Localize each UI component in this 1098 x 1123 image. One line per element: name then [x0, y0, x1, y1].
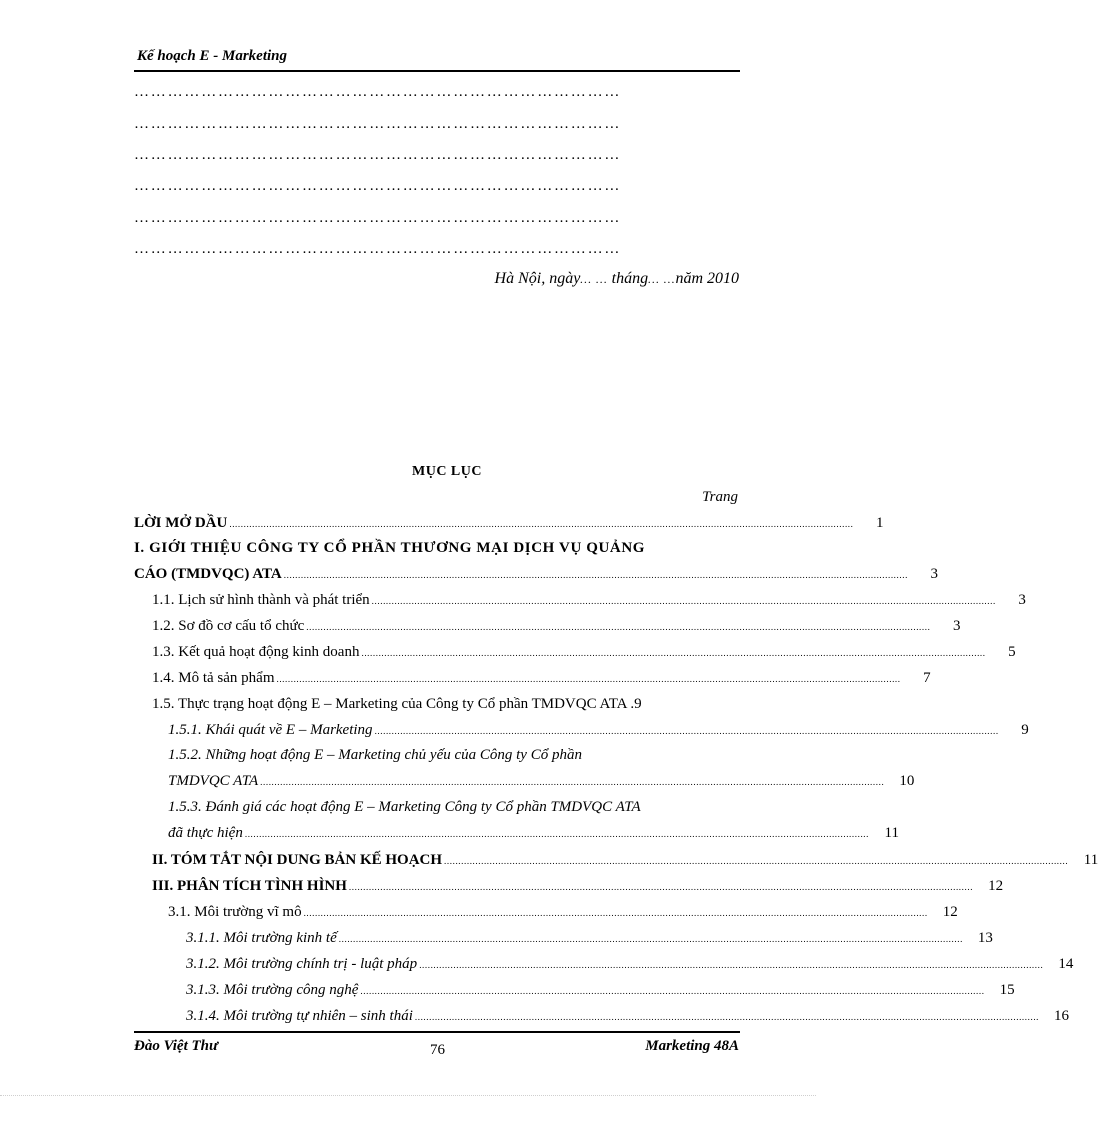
toc-entry-page: 9	[1021, 722, 1029, 738]
header-rule	[134, 70, 740, 72]
toc-entry-page: 12	[942, 904, 958, 920]
toc-entry-label: 3.1.2. Môi trường chính trị - luật pháp	[186, 956, 418, 972]
toc-entry[interactable]	[152, 618, 961, 638]
toc-leader: ...........................................................................................................................................................................................................................	[374, 726, 999, 736]
date-blank: … …	[580, 272, 608, 286]
toc-entry[interactable]	[168, 773, 915, 793]
toc-entry[interactable]	[168, 722, 1029, 742]
toc-leader: ...........................................................................................................................................................................................................................	[371, 596, 996, 606]
toc-entry-page: 14	[1058, 956, 1074, 972]
page-edge-divider	[0, 1095, 816, 1096]
toc-entry-label: LỜI MỞ DẦU	[134, 515, 228, 531]
toc-entry-page: 7	[923, 670, 931, 686]
toc-entry[interactable]	[168, 904, 958, 924]
toc-entry-page: 3	[1018, 592, 1026, 608]
footer-page-number: 76	[430, 1042, 445, 1058]
toc-entry[interactable]	[152, 852, 1098, 872]
date-text: Hà Nội, ngày	[494, 270, 581, 287]
footer-rule	[134, 1031, 740, 1033]
toc-entry[interactable]	[152, 670, 931, 690]
toc-entry-label-line1[interactable]: I. GIỚI THIỆU CÔNG TY CỔ PHẦN THƯƠNG MẠI DỊCH VỤ QUẢNG	[134, 540, 646, 556]
toc-entry[interactable]	[186, 1008, 1070, 1028]
toc-entry-label: 1.1. Lịch sử hình thành và phát triển	[152, 592, 370, 608]
toc-entry[interactable]	[152, 878, 1004, 898]
toc-leader: ...........................................................................................................................................................................................................................	[419, 960, 1044, 970]
toc-entry-page: 3	[930, 566, 938, 582]
toc-entry[interactable]	[134, 515, 884, 535]
toc-entry-label: III. PHÂN TÍCH TÌNH HÌNH	[152, 878, 347, 894]
toc-entry-label: 1.4. Mô tả sản phẩm	[152, 670, 275, 686]
toc-entry-page: 16	[1054, 1008, 1070, 1024]
footer-class: Marketing 48A	[645, 1038, 739, 1054]
toc-entry-page: 1	[876, 515, 884, 531]
toc-leader: ...........................................................................................................................................................................................................................	[306, 622, 931, 632]
toc-leader: ...........................................................................................................................................................................................................................	[283, 570, 908, 580]
toc-entry-label: II. TÓM TẮT NỘI DUNG BẢN KẾ HOẠCH	[152, 852, 443, 868]
header-title: Kế hoạch E - Marketing	[137, 48, 288, 64]
toc-entry-page: 13	[977, 930, 993, 946]
toc-entry[interactable]	[186, 930, 993, 950]
date-blank: … …	[648, 272, 676, 286]
toc-entry[interactable]	[168, 825, 899, 845]
toc-leader: ...........................................................................................................................................................................................................................	[361, 648, 986, 658]
toc-entry-page: 10	[899, 773, 915, 789]
toc-entry-label: CÁO (TMDVQC) ATA	[134, 566, 282, 582]
toc-entry-label: đã thực hiện	[168, 825, 243, 841]
toc-entry-label-line1[interactable]: 1.5.2. Những hoạt động E – Marketing chủ yếu của Công ty Cổ phần	[168, 747, 582, 763]
toc-leader: ...........................................................................................................................................................................................................................	[229, 519, 854, 529]
toc-entry-page: 12	[988, 878, 1004, 894]
toc-leader: ...........................................................................................................................................................................................................................	[244, 829, 869, 839]
toc-entry-page: 9	[634, 696, 642, 712]
toc-entry[interactable]	[152, 696, 740, 716]
toc-leader: ...........................................................................................................................................................................................................................	[444, 856, 1069, 866]
toc-entry-label: 1.3. Kết quả hoạt động kinh doanh	[152, 644, 360, 660]
toc-entry-page: 5	[1008, 644, 1016, 660]
date-text: năm 2010	[675, 270, 739, 287]
toc-entry-page: 11	[1083, 852, 1098, 868]
date-line	[495, 270, 739, 288]
dotted-line: ……………………………………………………………………………	[134, 178, 622, 194]
toc-leader: ...........................................................................................................................................................................................................................	[360, 986, 985, 996]
date-text: tháng	[607, 270, 649, 287]
dotted-line: ……………………………………………………………………………	[134, 210, 622, 226]
toc-page-column-label: Trang	[702, 489, 738, 505]
footer-author: Đào Việt Thư	[134, 1038, 218, 1054]
toc-entry-page: 15	[999, 982, 1015, 998]
toc-entry-label-line1[interactable]: 1.5.3. Đánh giá các hoạt động E – Marketing Công ty Cổ phần TMDVQC ATA	[168, 799, 641, 815]
toc-leader: ...........................................................................................................................................................................................................................	[414, 1012, 1040, 1022]
toc-entry-label: 1.2. Sơ đồ cơ cấu tổ chức	[152, 618, 305, 634]
toc-entry-label: 3.1.1. Môi trường kinh tế	[186, 930, 337, 946]
toc-entry-label: 3.1. Môi trường vĩ mô	[168, 904, 302, 920]
toc-entry-label: 3.1.4. Môi trường tự nhiên – sinh thái	[186, 1008, 413, 1024]
toc-entry[interactable]	[152, 644, 1016, 664]
toc-leader: ...........................................................................................................................................................................................................................	[338, 934, 963, 944]
toc-entry-page: 3	[952, 618, 961, 634]
toc-entry[interactable]	[134, 566, 938, 586]
toc-entry-label: 3.1.3. Môi trường công nghệ	[186, 982, 359, 998]
toc-title: MỤC LỤC	[412, 464, 482, 479]
toc-leader: ...........................................................................................................................................................................................................................	[303, 908, 928, 918]
dotted-line: ……………………………………………………………………………	[134, 116, 622, 132]
toc-leader: ...........................................................................................................................................................................................................................	[260, 777, 885, 787]
toc-entry-label: 1.5. Thực trạng hoạt động E – Marketing của Công ty Cổ phần TMDVQC ATA .	[152, 696, 635, 712]
toc-entry[interactable]	[186, 982, 1015, 1002]
dotted-line: ……………………………………………………………………………	[134, 241, 622, 257]
toc-entry-page: 11	[884, 825, 899, 841]
toc-leader: ...........................................................................................................................................................................................................................	[276, 674, 901, 684]
toc-entry[interactable]	[152, 592, 1026, 612]
toc-entry-label: TMDVQC ATA	[168, 773, 259, 789]
toc-leader: ...........................................................................................................................................................................................................................	[348, 882, 974, 892]
dotted-line: ……………………………………………………………………………	[134, 84, 622, 100]
toc-entry[interactable]	[186, 956, 1074, 976]
dotted-line: ……………………………………………………………………………	[134, 147, 622, 163]
toc-entry-label: 1.5.1. Khái quát về E – Marketing	[168, 722, 373, 738]
